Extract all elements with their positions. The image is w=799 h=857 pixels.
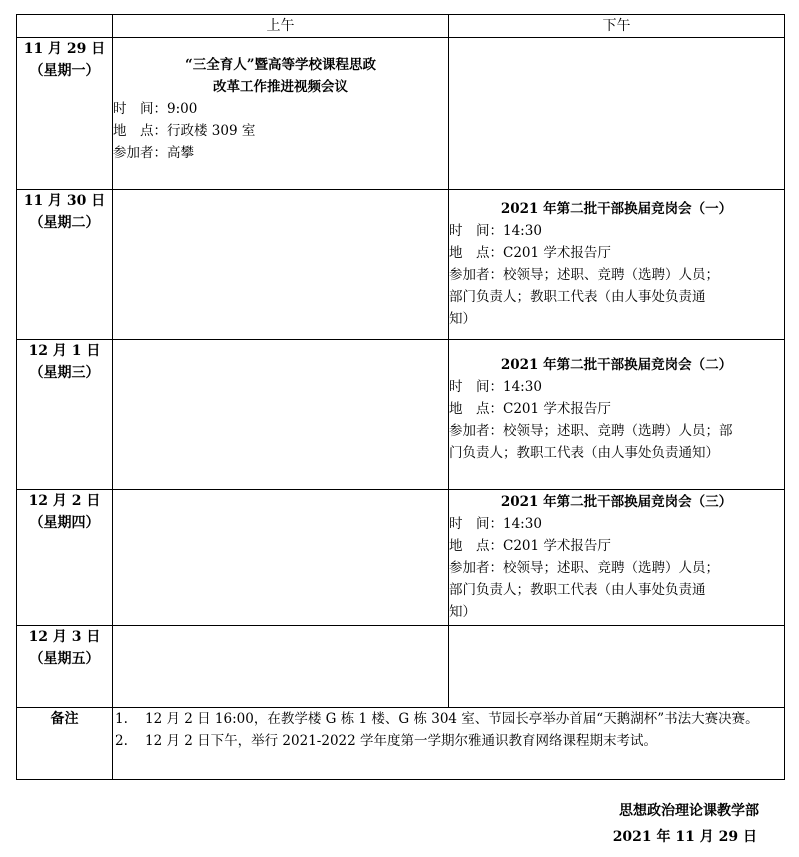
event-attendees: 参加者：校领导；述职、竞聘（选聘）人员； [449,560,719,576]
date-cell [17,190,113,340]
event-place: 地 点：行政楼 309 室 [113,123,256,139]
header-afternoon: 下午 [449,15,785,38]
note-item [113,708,784,730]
note-number: 1. [115,711,128,727]
header-morning: 上午 [113,15,449,38]
notes-label: 备注 [17,708,113,780]
event-attendees: 门负责人；教职工代表（由人事处负责通知） [449,445,719,461]
morning-cell [113,490,449,626]
header-row [17,15,785,38]
event-attendees: 部门负责人；教职工代表（由人事处负责通 [449,289,706,305]
afternoon-cell [449,626,785,708]
afternoon-cell [449,38,785,190]
event-attendees: 参加者：校领导；述职、竞聘（选聘）人员； [449,267,719,283]
event-title: “三全育人”暨高等学校课程思政 [184,57,377,73]
event-time: 时 间：14:30 [449,223,542,239]
footer-date: 2021 年 11 月 29 日 [612,829,757,845]
note-text: 12 月 2 日 16:00，在教学楼 G 栋 1 楼、G 栋 304 室、节园长亭举办首届“天鹅湖杯”书法大赛决赛。 [145,711,759,727]
event-place: 地 点：C201 学术报告厅 [449,538,611,554]
event-title: 2021 年第二批干部换届竞岗会（三） [500,494,733,510]
event-attendees: 参加者：校领导；述职、竞聘（选聘）人员；部 [449,423,733,439]
schedule-table [16,14,785,780]
schedule-row [17,340,785,490]
event-attendees: 知） [449,604,476,620]
notes-row [17,708,785,780]
note-text: 12 月 2 日下午，举行 2021-2022 学年度第一学期尔雅通识教育网络课程期末考试。 [145,733,657,749]
header-corner [17,15,113,38]
afternoon-cell [449,490,785,626]
footer-department: 思想政治理论课教学部 [619,803,759,819]
weekday-label: （星期四） [29,515,100,531]
date-label: 12 月 2 日 [28,493,101,509]
schedule-row [17,38,785,190]
morning-cell [113,340,449,490]
date-cell [17,626,113,708]
note-item [113,730,784,752]
note-number: 2. [115,733,128,749]
weekday-label: （星期五） [29,651,100,667]
date-label: 11 月 30 日 [23,193,106,209]
event-attendees: 知） [449,311,476,327]
date-label: 12 月 1 日 [28,343,101,359]
weekday-label: （星期二） [29,215,100,231]
date-label: 12 月 3 日 [28,629,101,645]
event-time: 时 间：14:30 [449,516,542,532]
event-title: 改革工作推进视频会议 [213,79,348,95]
event-attendees: 部门负责人；教职工代表（由人事处负责通 [449,582,706,598]
weekday-label: （星期一） [29,63,100,79]
event-attendees: 参加者：高攀 [113,145,194,161]
event-title: 2021 年第二批干部换届竞岗会（一） [500,201,733,217]
afternoon-cell [449,190,785,340]
event-time: 时 间：14:30 [449,379,542,395]
date-label: 11 月 29 日 [23,41,106,57]
event-title: 2021 年第二批干部换届竞岗会（二） [500,357,733,373]
morning-cell [113,626,449,708]
date-cell [17,340,113,490]
event-place: 地 点：C201 学术报告厅 [449,245,611,261]
date-cell [17,490,113,626]
weekday-label: （星期三） [29,365,100,381]
morning-cell [113,38,449,190]
morning-cell [113,190,449,340]
notes-cell [113,708,785,780]
date-cell [17,38,113,190]
schedule-row [17,190,785,340]
event-place: 地 点：C201 学术报告厅 [449,401,611,417]
schedule-row [17,490,785,626]
afternoon-cell [449,340,785,490]
schedule-row [17,626,785,708]
event-time: 时 间：9:00 [113,101,198,117]
